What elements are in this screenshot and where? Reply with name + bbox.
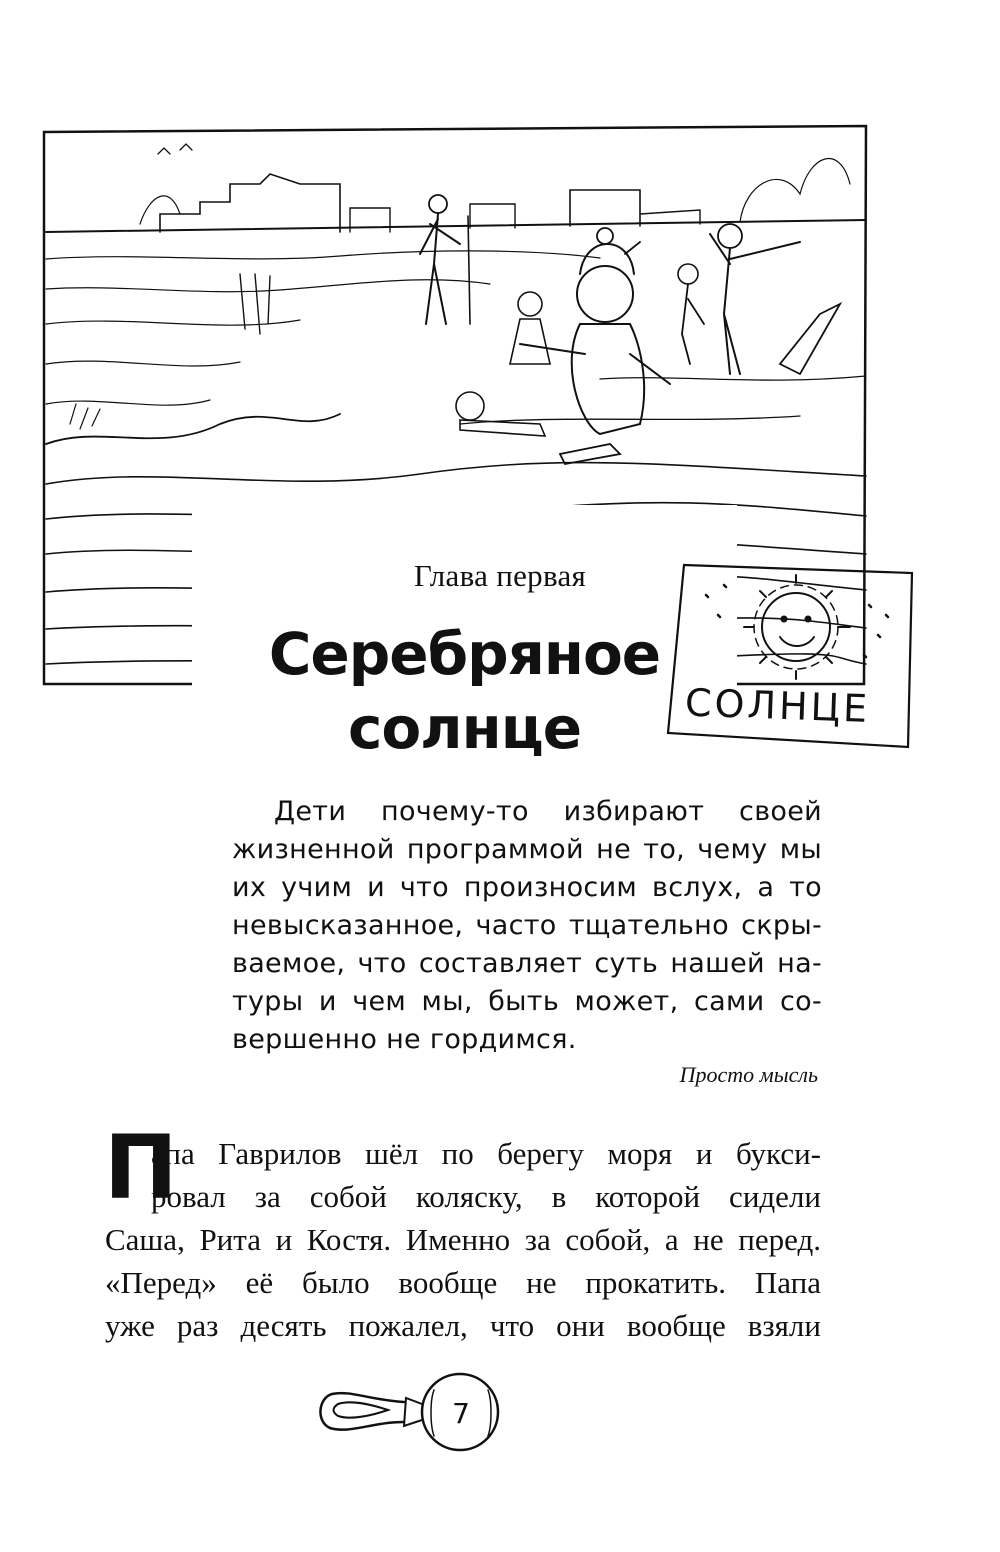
page-number: 7: [452, 1397, 470, 1430]
epigraph-line: Дети почему-то избирают своей: [274, 796, 822, 827]
rattle-illustration: [310, 1370, 530, 1460]
epigraph-line: ваемое, что составляет суть нашей на-: [232, 948, 822, 979]
body-line: апа Гаврилов шёл по берегу моря и букси-: [151, 1136, 821, 1171]
chapter-title-line-1: Серебряное: [268, 620, 661, 688]
epigraph-source: Просто мысль: [679, 1062, 818, 1087]
chapter-label: Глава первая: [413, 558, 587, 593]
chapter-title-line-2: солнце: [347, 694, 582, 762]
body-line: уже раз десять пожалел, что они вообще взяли: [105, 1308, 821, 1343]
epigraph-line: вершенно не гордимся.: [232, 1024, 577, 1055]
epigraph-line: жизненной программой не то, чему мы: [232, 834, 822, 865]
body-line: Саша, Рита и Костя. Именно за собой, а не перед.: [105, 1222, 821, 1257]
body-line: ровал за собой коляску, в которой сидели: [151, 1179, 821, 1214]
sign-text: СОЛНЦЕ: [684, 680, 871, 731]
body-text: [104, 1116, 821, 1347]
body-line: «Перед» её было вообще не прокатить. Папа: [105, 1265, 821, 1300]
epigraph-line: невысказанное, часто тщательно скры-: [232, 910, 822, 941]
epigraph: [232, 793, 822, 1059]
epigraph-line: их учим и что произносим вслух, а то: [232, 872, 822, 903]
drop-cap: П: [104, 1116, 178, 1219]
epigraph-line: туры и чем мы, быть может, сами со-: [232, 986, 822, 1017]
